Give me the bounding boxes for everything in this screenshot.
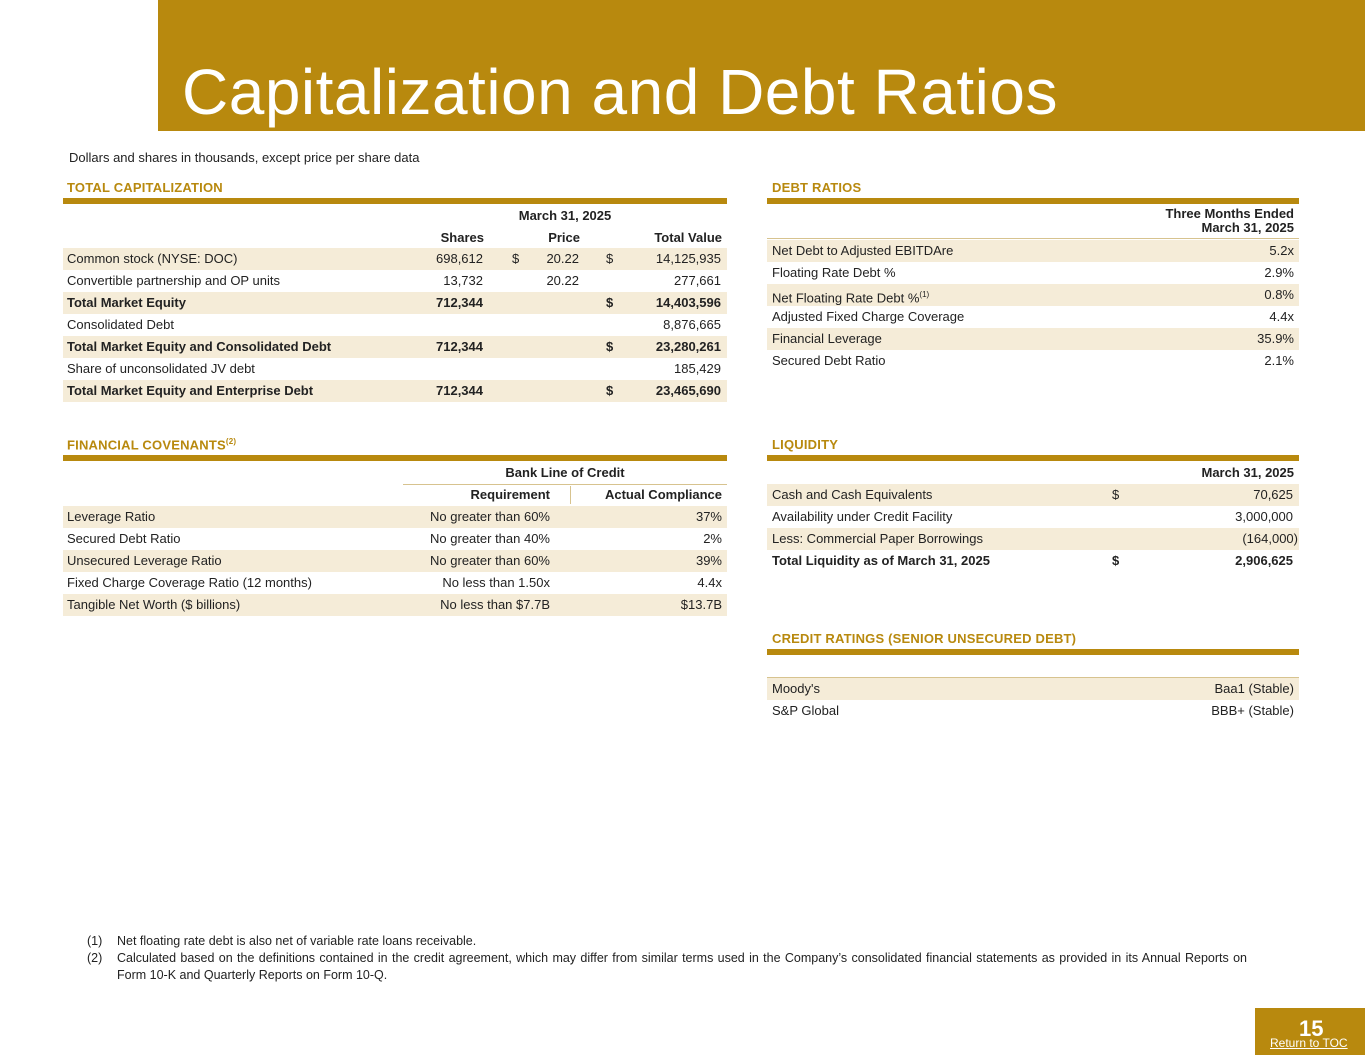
row-label: Cash and Cash Equivalents: [772, 487, 933, 502]
liquidity-rule: [767, 455, 1299, 461]
row-value: 4.4x: [1269, 309, 1294, 324]
debt-ratios-rule: [767, 198, 1299, 204]
row-actual: $13.7B: [680, 597, 722, 612]
table-row: [767, 306, 1299, 328]
debt-ratios-title: DEBT RATIOS: [772, 180, 862, 195]
table-row: [767, 678, 1299, 700]
row-value: 3,000,000: [1235, 509, 1293, 524]
table-row: [63, 594, 727, 616]
col-divider: [570, 486, 571, 504]
footnote-2-text: Calculated based on the definitions contained in the credit agreement, which may differ from similar terms used in the Company’s consolidated financial statements as provided in its Annual Reports on Form 10-K and Quarterly Reports on Form 10-Q.: [117, 951, 1247, 982]
page-number-box: [1255, 1008, 1365, 1055]
row-shares: 698,612: [436, 251, 483, 266]
row-actual: 4.4x: [697, 575, 722, 590]
row-value: BBB+ (Stable): [1211, 703, 1294, 718]
col-actual-compliance: Actual Compliance: [604, 487, 722, 502]
row-label: Floating Rate Debt %: [772, 265, 896, 280]
row-total-value: 14,403,596: [655, 295, 721, 310]
row-value: 5.2x: [1269, 243, 1294, 258]
covenants-group-header: [403, 462, 727, 485]
row-label: Tangible Net Worth ($ billions): [67, 597, 241, 612]
row-value: 0.8%: [1264, 287, 1294, 302]
col-total-value: Total Value: [654, 230, 722, 245]
row-total-symbol: $: [606, 339, 614, 354]
row-value: Baa1 (Stable): [1214, 681, 1294, 696]
row-label: Leverage Ratio: [67, 509, 156, 524]
table-row: [63, 292, 727, 314]
table-row: [63, 572, 727, 594]
table-row: [767, 700, 1299, 722]
row-currency-symbol: $: [1112, 487, 1120, 502]
row-requirement: No greater than 60%: [430, 553, 550, 568]
covenants-title-text: FINANCIAL COVENANTS: [67, 437, 226, 453]
table-row: [767, 350, 1299, 372]
row-total-value: 185,429: [674, 361, 721, 376]
return-to-toc-link[interactable]: Return to TOC: [1270, 1036, 1348, 1050]
row-shares: 712,344: [436, 339, 483, 354]
page-number: 15: [1299, 1016, 1324, 1041]
table-row: [63, 528, 727, 550]
row-requirement: No less than $7.7B: [440, 597, 550, 612]
total-cap-period-header: [403, 205, 727, 227]
footnote-2-num: (2): [87, 951, 103, 965]
row-label-sup: (1): [919, 290, 930, 299]
table-row: [63, 506, 727, 528]
row-label: Total Liquidity as of March 31, 2025: [772, 553, 990, 568]
row-label: Fixed Charge Coverage Ratio (12 months): [67, 575, 312, 590]
debt-ratios-header-2: [767, 220, 1299, 239]
row-value: 2,906,625: [1235, 553, 1293, 568]
table-row: [63, 358, 727, 380]
col-requirement: Requirement: [470, 487, 550, 502]
row-label: Secured Debt Ratio: [772, 353, 886, 368]
row-price-symbol: $: [512, 251, 520, 266]
table-row: [767, 240, 1299, 262]
row-label: Consolidated Debt: [67, 317, 174, 332]
row-requirement: No greater than 60%: [430, 509, 550, 524]
page-title: Capitalization and Debt Ratios: [182, 56, 1058, 128]
table-row: [767, 528, 1299, 550]
row-price: 20.22: [546, 251, 579, 266]
row-label: Less: Commercial Paper Borrowings: [772, 531, 983, 546]
row-label: Adjusted Fixed Charge Coverage: [772, 309, 965, 324]
footnote-1: [87, 933, 1247, 950]
table-row: [63, 550, 727, 572]
bank-line-label: Bank Line of Credit: [505, 465, 625, 480]
col-price: Price: [548, 230, 580, 245]
units-note: Dollars and shares in thousands, except price per share data: [69, 150, 420, 165]
footnote-1-num: (1): [87, 934, 103, 948]
total-cap-rule: [63, 198, 727, 204]
row-shares: 712,344: [436, 295, 483, 310]
row-price: 20.22: [546, 273, 579, 288]
table-row: [63, 380, 727, 402]
row-requirement: No greater than 40%: [430, 531, 550, 546]
row-value: 2.9%: [1264, 265, 1294, 280]
col-shares: Shares: [440, 230, 484, 245]
row-label: Total Market Equity and Consolidated Debt: [67, 339, 332, 354]
row-label: Net Floating Rate Debt %$^{(1)}$: [772, 290, 930, 306]
total-cap-title: TOTAL CAPITALIZATION: [67, 180, 223, 195]
row-total-value: 23,465,690: [655, 383, 721, 398]
row-label: S&P Global: [772, 703, 839, 718]
row-currency-symbol: $: [1112, 553, 1120, 568]
total-cap-col-headers: [403, 227, 727, 250]
row-label: Net Debt to Adjusted EBITDAre: [772, 243, 954, 258]
header-period: March 31, 2025: [1201, 220, 1294, 235]
table-row: [767, 328, 1299, 350]
covenants-col-headers: [403, 484, 727, 507]
row-requirement: No less than 1.50x: [442, 575, 550, 590]
covenants-title: [67, 437, 236, 452]
row-label: Total Market Equity: [67, 295, 186, 310]
footnote-2: [87, 950, 1247, 984]
row-shares: 13,732: [443, 273, 483, 288]
liquidity-period: March 31, 2025: [1201, 465, 1294, 480]
ratings-rule: [767, 649, 1299, 655]
row-label: Financial Leverage: [772, 331, 882, 346]
table-row: [63, 336, 727, 358]
row-value: (164,000): [1242, 531, 1298, 546]
liquidity-title: LIQUIDITY: [772, 437, 839, 452]
row-label: Secured Debt Ratio: [67, 531, 181, 546]
table-row: [767, 284, 1299, 306]
row-total-value: 277,661: [674, 273, 721, 288]
table-row: [63, 248, 727, 270]
row-total-symbol: $: [606, 295, 614, 310]
table-row: [767, 550, 1299, 572]
row-total-symbol: $: [606, 383, 614, 398]
table-row: [767, 262, 1299, 284]
covenants-rule: [63, 455, 727, 461]
covenants-title-sup: (2): [225, 437, 237, 446]
row-total-value: 8,876,665: [663, 317, 721, 332]
liquidity-period-header: [767, 462, 1299, 485]
footnotes: [87, 933, 1247, 984]
row-shares: 712,344: [436, 383, 483, 398]
ratings-title: CREDIT RATINGS (SENIOR UNSECURED DEBT): [772, 631, 1077, 646]
header-three-months: Three Months Ended: [1165, 206, 1294, 221]
row-total-value: 14,125,935: [655, 251, 721, 266]
row-actual: 39%: [695, 553, 722, 568]
row-actual: 37%: [695, 509, 722, 524]
table-row: [63, 314, 727, 336]
row-value: 35.9%: [1257, 331, 1294, 346]
table-row: [767, 484, 1299, 506]
row-total-symbol: $: [606, 251, 614, 266]
period-label: March 31, 2025: [518, 208, 612, 223]
row-label: Availability under Credit Facility: [772, 509, 953, 524]
row-label: Share of unconsolidated JV debt: [67, 361, 255, 376]
table-row: [767, 506, 1299, 528]
row-label: Unsecured Leverage Ratio: [67, 553, 222, 568]
row-label: Convertible partnership and OP units: [67, 273, 280, 288]
row-actual: 2%: [703, 531, 722, 546]
row-label: Total Market Equity and Enterprise Debt: [67, 383, 314, 398]
row-total-value: 23,280,261: [655, 339, 721, 354]
row-value: 70,625: [1253, 487, 1293, 502]
table-row: [63, 270, 727, 292]
footnote-1-text: Net floating rate debt is also net of variable rate loans receivable.: [117, 934, 477, 948]
row-label: Common stock (NYSE: DOC): [67, 251, 238, 266]
row-value: 2.1%: [1264, 353, 1294, 368]
title-banner: [158, 0, 1365, 131]
row-label: Moody's: [772, 681, 821, 696]
